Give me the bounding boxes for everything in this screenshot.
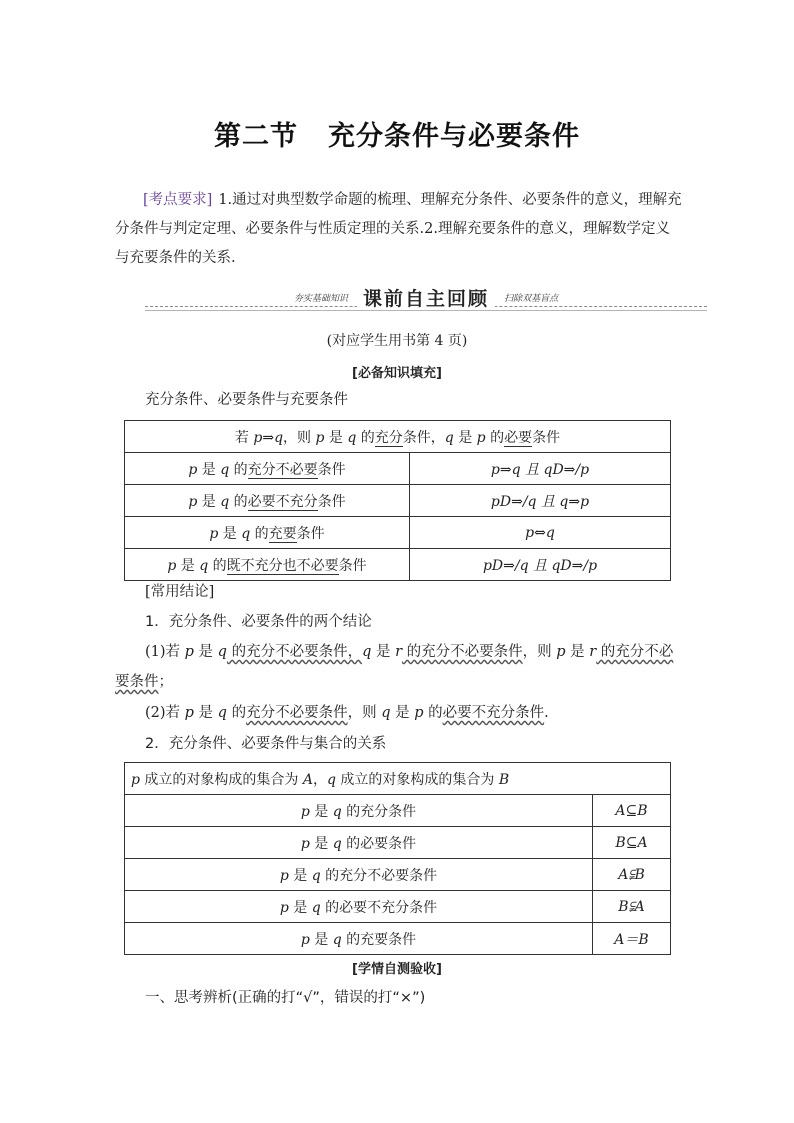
condition-cell: p 是 q 的充分不必要条件 — [125, 859, 593, 891]
condition-cell: p 是 q 的既不充分也不必要条件 — [125, 549, 410, 581]
exercise-heading: 一、思考辨析(正确的打“√”，错误的打“×”) — [145, 990, 426, 1006]
set-relation-cell: B⊆A — [593, 827, 671, 859]
title-topic: 充分条件与必要条件 — [328, 121, 580, 152]
logic-cell: pD⇒/q 且 q⇒p — [410, 485, 671, 517]
table-row — [125, 453, 671, 485]
table-row — [125, 517, 671, 549]
section-banner — [145, 284, 707, 314]
table-row — [125, 859, 671, 891]
condition-cell: p 是 q 的充分不必要条件 — [125, 453, 410, 485]
condition-cell: p 是 q 的必要不充分条件 — [125, 485, 410, 517]
condition-cell: p 是 q 的充分条件 — [125, 795, 593, 827]
logic-cell: p⇔q — [410, 517, 671, 549]
condition-cell: p 是 q 的必要不充分条件 — [125, 891, 593, 923]
set-relation-cell: A⊆B — [593, 795, 671, 827]
page-title — [0, 114, 794, 153]
set-relation-cell: B⫋A — [593, 891, 671, 923]
common-conclusions-tag: [常用结论] — [145, 584, 215, 600]
book-reference: (对应学生用书第 4 页) — [326, 333, 468, 349]
sets-table — [124, 762, 671, 955]
banner-left-text: 夯实基础知识 — [290, 294, 352, 304]
conclusion-heading-1: 1．充分条件、必要条件的两个结论 — [145, 614, 372, 630]
conclusion-2: (2)若 p 是 q 的充分不必要条件，则 q 是 p 的必要不充分条件. — [145, 705, 549, 721]
conditions-table-header: 若 p⇒q，则 p 是 q 的充分条件，q 是 p 的必要条件 — [125, 421, 671, 453]
banner-title: 课前自主回顾 — [357, 288, 495, 310]
set-relation-cell: A⫋B — [593, 859, 671, 891]
knowledge-tag: [必备知识填充] — [352, 366, 442, 381]
condition-cell: p 是 q 的必要条件 — [125, 827, 593, 859]
logic-cell: pD⇒/q 且 qD⇒/p — [410, 549, 671, 581]
table-row — [125, 827, 671, 859]
conditions-table — [124, 420, 671, 581]
logic-cell: p⇒q 且 qD⇒/p — [410, 453, 671, 485]
table-row — [125, 549, 671, 581]
self-test-tag: [学情自测验收] — [352, 962, 442, 977]
title-section: 第二节 — [214, 121, 298, 152]
knowledge-heading: 充分条件、必要条件与充要条件 — [145, 392, 348, 408]
conclusion-heading-2: 2．充分条件、必要条件与集合的关系 — [145, 736, 387, 752]
banner-right-text: 扫除双基盲点 — [500, 294, 562, 304]
table-row — [125, 923, 671, 955]
requirements-paragraph — [115, 186, 683, 273]
table-row — [125, 891, 671, 923]
sets-table-header: p 成立的对象构成的集合为 A，q 成立的对象构成的集合为 B — [125, 763, 671, 795]
conclusion-1: (1)若 p 是 q 的充分不必要条件，q 是 r 的充分不必要条件，则 p 是 r 的充分不必要条件； — [115, 644, 674, 690]
condition-cell: p 是 q 的充要条件 — [125, 923, 593, 955]
requirements-tag: [考点要求] — [143, 192, 213, 208]
set-relation-cell: A＝B — [593, 923, 671, 955]
table-row — [125, 763, 671, 795]
condition-cell: p 是 q 的充要条件 — [125, 517, 410, 549]
table-row — [125, 485, 671, 517]
table-row — [125, 795, 671, 827]
table-row — [125, 421, 671, 453]
requirements-text: 1.通过对典型数学命题的梳理、理解充分条件、必要条件的意义，理解充分条件与判定定理、必要条件与性质定理的关系.2.理解充要条件的意义，理解数学定义与充要条件的关系. — [115, 192, 682, 266]
